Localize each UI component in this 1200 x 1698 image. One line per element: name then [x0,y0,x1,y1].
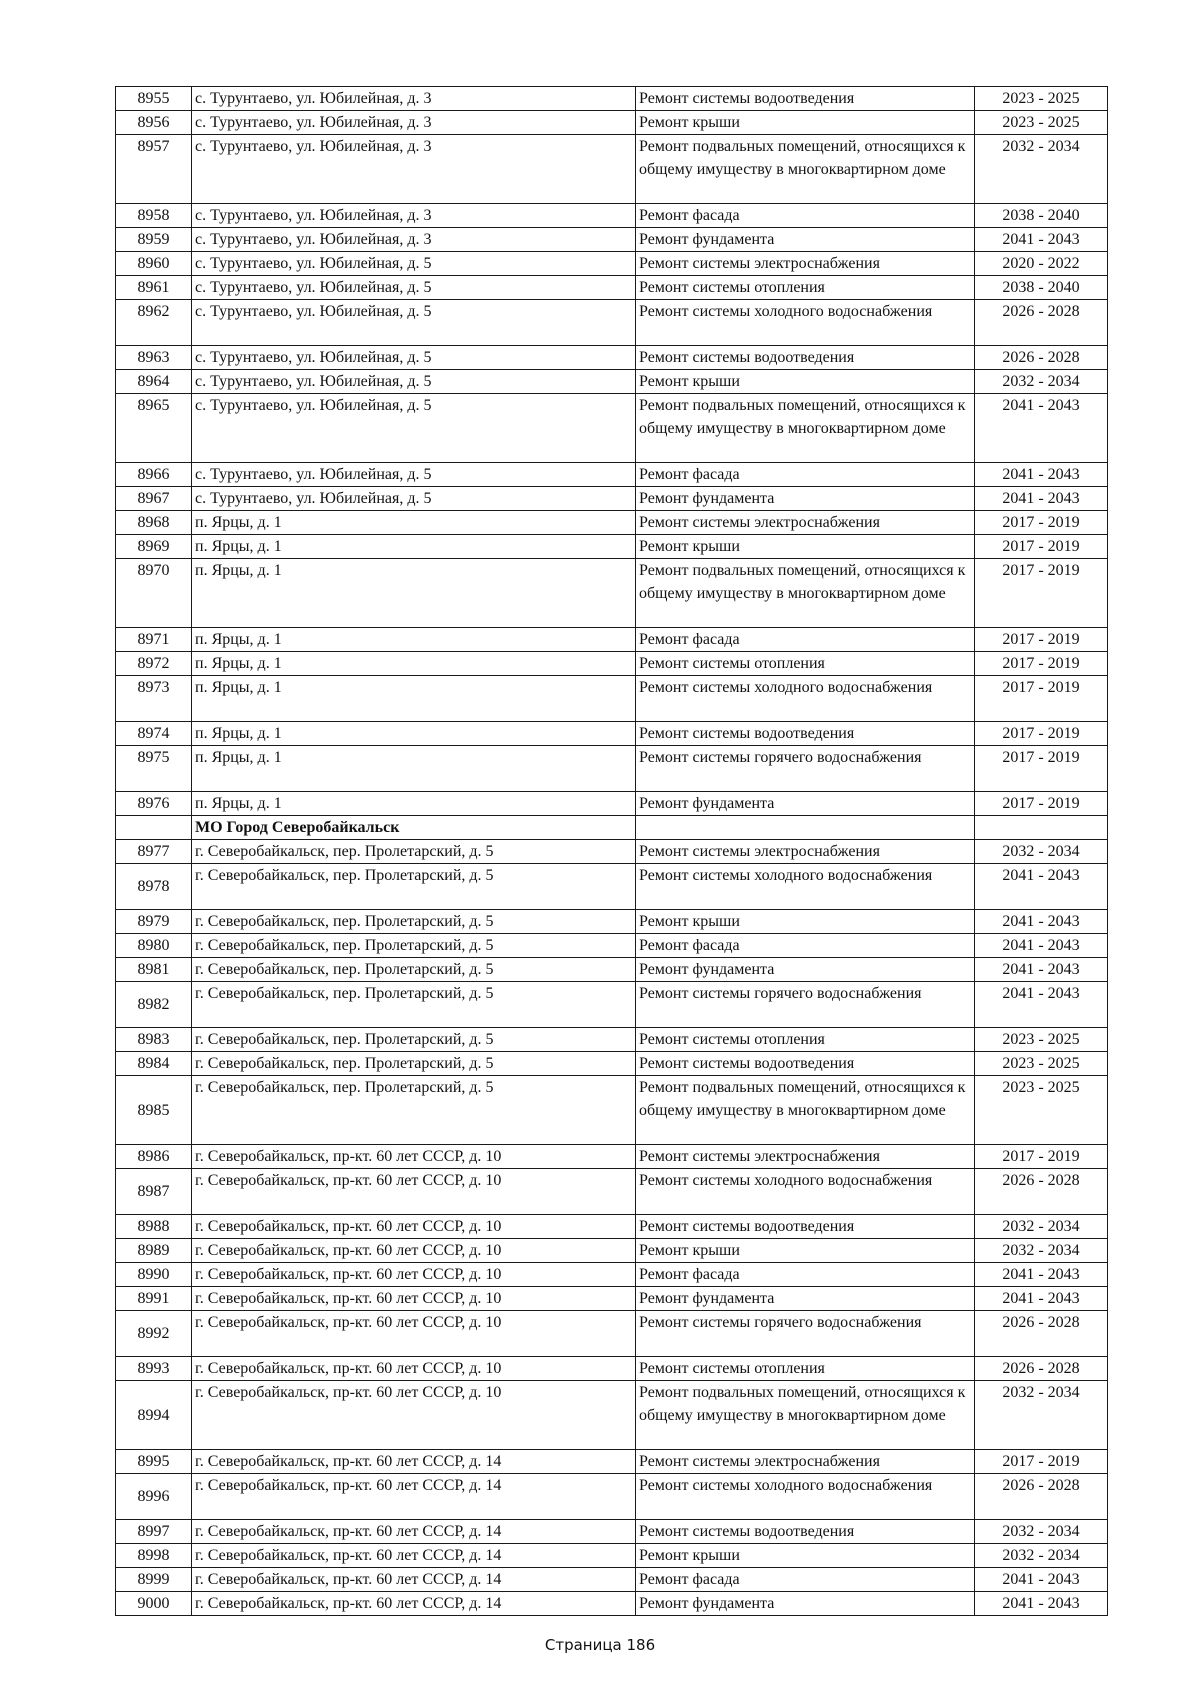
table-row [116,87,1108,111]
address-cell: г. Северобайкальск, пер. Пролетарский, д. 5 [192,1052,636,1076]
period-cell: 2041 - 2043 [975,394,1108,463]
address-cell: г. Северобайкальск, пр-кт. 60 лет СССР, д. 10 [192,1169,636,1215]
period-cell: 2041 - 2043 [975,958,1108,982]
repair-work-cell: Ремонт системы горячего водоснабжения [636,1311,975,1357]
row-number-cell: 9000 [116,1592,192,1616]
table-row [116,204,1108,228]
table-body [116,87,1108,1616]
address-cell: с. Турунтаево, ул. Юбилейная, д. 5 [192,463,636,487]
repair-work-cell: Ремонт системы холодного водоснабжения [636,1169,975,1215]
period-cell: 2023 - 2025 [975,1052,1108,1076]
table-row [116,370,1108,394]
period-cell: 2041 - 2043 [975,1287,1108,1311]
row-number-cell: 8963 [116,346,192,370]
row-number-cell: 8969 [116,535,192,559]
period-cell: 2026 - 2028 [975,1169,1108,1215]
row-number-cell: 8961 [116,276,192,300]
period-cell: 2032 - 2034 [975,1544,1108,1568]
repair-work-cell: Ремонт фундамента [636,228,975,252]
period-cell: 2038 - 2040 [975,204,1108,228]
period-cell: 2023 - 2025 [975,111,1108,135]
row-number-cell: 8996 [116,1474,192,1520]
period-cell: 2017 - 2019 [975,746,1108,792]
address-cell: с. Турунтаево, ул. Юбилейная, д. 3 [192,111,636,135]
table-row [116,934,1108,958]
row-number-cell: 8972 [116,652,192,676]
repair-work-cell: Ремонт фасада [636,204,975,228]
table-row [116,1592,1108,1616]
repair-work-cell: Ремонт фундамента [636,1287,975,1311]
row-number-cell: 8995 [116,1450,192,1474]
period-cell: 2017 - 2019 [975,792,1108,816]
repair-work-cell: Ремонт системы холодного водоснабжения [636,864,975,910]
table-row [116,1520,1108,1544]
table-row [116,487,1108,511]
address-cell: с. Турунтаево, ул. Юбилейная, д. 3 [192,228,636,252]
address-cell: г. Северобайкальск, пер. Пролетарский, д. 5 [192,840,636,864]
period-cell: 2017 - 2019 [975,722,1108,746]
repair-work-cell: Ремонт подвальных помещений, относящихся к общему имуществу в многоквартирном доме [636,1076,975,1145]
table-row [116,1215,1108,1239]
address-cell: г. Северобайкальск, пр-кт. 60 лет СССР, д. 10 [192,1311,636,1357]
row-number-cell: 8967 [116,487,192,511]
repair-work-cell: Ремонт системы отопления [636,276,975,300]
repair-work-cell: Ремонт фасада [636,628,975,652]
period-cell: 2041 - 2043 [975,982,1108,1028]
period-cell: 2026 - 2028 [975,1474,1108,1520]
period-cell: 2041 - 2043 [975,1263,1108,1287]
table-row [116,1544,1108,1568]
repair-work-cell: Ремонт системы водоотведения [636,1052,975,1076]
period-cell: 2032 - 2034 [975,135,1108,204]
row-number-cell: 8957 [116,135,192,204]
period-cell: 2032 - 2034 [975,1381,1108,1450]
repair-work-cell: Ремонт системы электроснабжения [636,1450,975,1474]
table-row [116,1076,1108,1145]
repair-work-cell: Ремонт крыши [636,370,975,394]
table-row [116,652,1108,676]
row-number-cell: 8980 [116,934,192,958]
row-number-cell: 8982 [116,982,192,1028]
address-cell: г. Северобайкальск, пр-кт. 60 лет СССР, д. 10 [192,1357,636,1381]
row-number-cell: 8987 [116,1169,192,1215]
table-row [116,276,1108,300]
row-number-cell: 8990 [116,1263,192,1287]
repair-work-cell: Ремонт системы водоотведения [636,1520,975,1544]
repair-work-cell: Ремонт фундамента [636,958,975,982]
period-cell: 2017 - 2019 [975,535,1108,559]
address-cell: п. Ярцы, д. 1 [192,676,636,722]
address-cell: г. Северобайкальск, пр-кт. 60 лет СССР, д. 10 [192,1381,636,1450]
repair-work-cell: Ремонт фундамента [636,1592,975,1616]
period-cell: 2032 - 2034 [975,370,1108,394]
repair-work-cell: Ремонт системы отопления [636,1357,975,1381]
period-cell: 2020 - 2022 [975,252,1108,276]
row-number-cell: 8997 [116,1520,192,1544]
repair-work-cell: Ремонт подвальных помещений, относящихся к общему имуществу в многоквартирном доме [636,1381,975,1450]
repair-work-cell: Ремонт подвальных помещений, относящихся к общему имуществу в многоквартирном доме [636,135,975,204]
repair-work-cell: Ремонт фасада [636,934,975,958]
row-number-cell: 8966 [116,463,192,487]
row-number-cell: 8977 [116,840,192,864]
address-cell: п. Ярцы, д. 1 [192,746,636,792]
address-cell: с. Турунтаево, ул. Юбилейная, д. 5 [192,276,636,300]
period-cell: 2026 - 2028 [975,1357,1108,1381]
table-row [116,252,1108,276]
address-cell: г. Северобайкальск, пр-кт. 60 лет СССР, д. 14 [192,1592,636,1616]
address-cell: п. Ярцы, д. 1 [192,559,636,628]
repair-work-cell: Ремонт фасада [636,1263,975,1287]
row-number-cell: 8973 [116,676,192,722]
table-row [116,628,1108,652]
period-cell: 2032 - 2034 [975,1520,1108,1544]
table-row [116,463,1108,487]
repair-work-cell: Ремонт подвальных помещений, относящихся к общему имуществу в многоквартирном доме [636,559,975,628]
table-row [116,1311,1108,1357]
period-cell: 2041 - 2043 [975,463,1108,487]
repair-work-cell: Ремонт системы электроснабжения [636,840,975,864]
repair-work-cell: Ремонт системы отопления [636,1028,975,1052]
table-row [116,559,1108,628]
row-number-cell: 8978 [116,864,192,910]
row-number-cell: 8955 [116,87,192,111]
row-number-cell: 8989 [116,1239,192,1263]
address-cell: с. Турунтаево, ул. Юбилейная, д. 3 [192,204,636,228]
table-row [116,1028,1108,1052]
address-cell: п. Ярцы, д. 1 [192,652,636,676]
period-cell: 2041 - 2043 [975,864,1108,910]
address-cell: г. Северобайкальск, пер. Пролетарский, д. 5 [192,1028,636,1052]
address-cell: г. Северобайкальск, пр-кт. 60 лет СССР, д. 10 [192,1215,636,1239]
address-cell: г. Северобайкальск, пр-кт. 60 лет СССР, д. 14 [192,1568,636,1592]
table-row [116,1052,1108,1076]
repair-work-cell: Ремонт системы электроснабжения [636,1145,975,1169]
table-row [116,746,1108,792]
table-row [116,982,1108,1028]
row-number-cell: 8994 [116,1381,192,1450]
repair-work-cell: Ремонт крыши [636,1239,975,1263]
table-row [116,864,1108,910]
row-number-cell: 8981 [116,958,192,982]
row-number-cell: 8992 [116,1311,192,1357]
row-number-cell: 8974 [116,722,192,746]
address-cell: г. Северобайкальск, пер. Пролетарский, д. 5 [192,982,636,1028]
table-row [116,535,1108,559]
address-cell: г. Северобайкальск, пр-кт. 60 лет СССР, д. 14 [192,1544,636,1568]
period-cell: 2017 - 2019 [975,676,1108,722]
repair-work-cell: Ремонт системы холодного водоснабжения [636,1474,975,1520]
table-row [116,722,1108,746]
table-row [116,958,1108,982]
repair-work-cell: Ремонт системы водоотведения [636,346,975,370]
row-number-cell: 8976 [116,792,192,816]
row-number-cell: 8962 [116,300,192,346]
table-row [116,300,1108,346]
repair-work-cell: Ремонт системы водоотведения [636,87,975,111]
period-cell: 2017 - 2019 [975,559,1108,628]
address-cell: г. Северобайкальск, пр-кт. 60 лет СССР, д. 10 [192,1145,636,1169]
row-number-cell: 8959 [116,228,192,252]
address-cell: г. Северобайкальск, пер. Пролетарский, д. 5 [192,864,636,910]
period-cell: 2041 - 2043 [975,1592,1108,1616]
address-cell: с. Турунтаево, ул. Юбилейная, д. 5 [192,394,636,463]
table-row [116,511,1108,535]
period-cell: 2023 - 2025 [975,1028,1108,1052]
row-number-cell: 8979 [116,910,192,934]
period-cell: 2026 - 2028 [975,346,1108,370]
address-cell: п. Ярцы, д. 1 [192,792,636,816]
period-cell [975,816,1108,840]
address-cell: г. Северобайкальск, пр-кт. 60 лет СССР, д. 14 [192,1474,636,1520]
period-cell: 2017 - 2019 [975,511,1108,535]
table-row [116,1357,1108,1381]
table-row [116,346,1108,370]
table-row [116,1568,1108,1592]
repair-work-cell: Ремонт фасада [636,1568,975,1592]
table-row [116,1450,1108,1474]
period-cell: 2026 - 2028 [975,300,1108,346]
table-row [116,1474,1108,1520]
repair-work-cell: Ремонт системы водоотведения [636,722,975,746]
row-number-cell: 8960 [116,252,192,276]
repair-work-cell: Ремонт фундамента [636,487,975,511]
repair-work-cell [636,816,975,840]
address-cell: г. Северобайкальск, пр-кт. 60 лет СССР, д. 10 [192,1263,636,1287]
repair-work-cell: Ремонт крыши [636,1544,975,1568]
period-cell: 2026 - 2028 [975,1311,1108,1357]
period-cell: 2032 - 2034 [975,1239,1108,1263]
period-cell: 2032 - 2034 [975,1215,1108,1239]
table-row [116,135,1108,204]
repair-work-cell: Ремонт фасада [636,463,975,487]
table-row [116,1381,1108,1450]
period-cell: 2017 - 2019 [975,1145,1108,1169]
address-cell: с. Турунтаево, ул. Юбилейная, д. 5 [192,300,636,346]
row-number-cell: 8968 [116,511,192,535]
address-cell: с. Турунтаево, ул. Юбилейная, д. 5 [192,487,636,511]
table-row [116,840,1108,864]
address-cell: МО Город Северобайкальск [192,816,636,840]
table-row [116,676,1108,722]
repair-work-cell: Ремонт системы водоотведения [636,1215,975,1239]
address-cell: с. Турунтаево, ул. Юбилейная, д. 5 [192,252,636,276]
repair-work-cell: Ремонт системы холодного водоснабжения [636,300,975,346]
period-cell: 2032 - 2034 [975,840,1108,864]
row-number-cell: 8986 [116,1145,192,1169]
table-row [116,1239,1108,1263]
period-cell: 2041 - 2043 [975,228,1108,252]
period-cell: 2041 - 2043 [975,487,1108,511]
address-cell: п. Ярцы, д. 1 [192,628,636,652]
period-cell: 2017 - 2019 [975,1450,1108,1474]
address-cell: г. Северобайкальск, пер. Пролетарский, д. 5 [192,934,636,958]
section-header-row [116,816,1108,840]
period-cell: 2017 - 2019 [975,628,1108,652]
period-cell: 2038 - 2040 [975,276,1108,300]
row-number-cell: 8956 [116,111,192,135]
repair-work-cell: Ремонт фундамента [636,792,975,816]
address-cell: п. Ярцы, д. 1 [192,722,636,746]
address-cell: г. Северобайкальск, пр-кт. 60 лет СССР, д. 10 [192,1239,636,1263]
period-cell: 2023 - 2025 [975,1076,1108,1145]
address-cell: г. Северобайкальск, пер. Пролетарский, д. 5 [192,958,636,982]
table-row [116,394,1108,463]
row-number-cell [116,816,192,840]
row-number-cell: 8998 [116,1544,192,1568]
period-cell: 2041 - 2043 [975,1568,1108,1592]
row-number-cell: 8999 [116,1568,192,1592]
repair-work-cell: Ремонт системы отопления [636,652,975,676]
repair-work-cell: Ремонт системы горячего водоснабжения [636,746,975,792]
table-row [116,792,1108,816]
address-cell: г. Северобайкальск, пр-кт. 60 лет СССР, д. 14 [192,1520,636,1544]
row-number-cell: 8975 [116,746,192,792]
address-cell: с. Турунтаево, ул. Юбилейная, д. 3 [192,135,636,204]
repair-work-cell: Ремонт системы электроснабжения [636,511,975,535]
address-cell: г. Северобайкальск, пр-кт. 60 лет СССР, д. 10 [192,1287,636,1311]
address-cell: п. Ярцы, д. 1 [192,511,636,535]
address-cell: п. Ярцы, д. 1 [192,535,636,559]
row-number-cell: 8965 [116,394,192,463]
repair-work-cell: Ремонт крыши [636,535,975,559]
table-row [116,228,1108,252]
table-row [116,910,1108,934]
table-row [116,1145,1108,1169]
page-number: Страница 186 [544,1636,656,1654]
repair-work-cell: Ремонт подвальных помещений, относящихся к общему имуществу в многоквартирном доме [636,394,975,463]
row-number-cell: 8985 [116,1076,192,1145]
period-cell: 2041 - 2043 [975,934,1108,958]
repair-schedule-table [115,86,1108,1616]
table-row [116,1287,1108,1311]
row-number-cell: 8958 [116,204,192,228]
address-cell: с. Турунтаево, ул. Юбилейная, д. 3 [192,87,636,111]
table-row [116,1263,1108,1287]
repair-work-cell: Ремонт крыши [636,910,975,934]
row-number-cell: 8991 [116,1287,192,1311]
period-cell: 2017 - 2019 [975,652,1108,676]
row-number-cell: 8983 [116,1028,192,1052]
period-cell: 2041 - 2043 [975,910,1108,934]
table-row [116,1169,1108,1215]
row-number-cell: 8993 [116,1357,192,1381]
table-row [116,111,1108,135]
row-number-cell: 8984 [116,1052,192,1076]
address-cell: с. Турунтаево, ул. Юбилейная, д. 5 [192,370,636,394]
row-number-cell: 8964 [116,370,192,394]
address-cell: с. Турунтаево, ул. Юбилейная, д. 5 [192,346,636,370]
period-cell: 2023 - 2025 [975,87,1108,111]
row-number-cell: 8970 [116,559,192,628]
address-cell: г. Северобайкальск, пер. Пролетарский, д. 5 [192,1076,636,1145]
repair-work-cell: Ремонт системы горячего водоснабжения [636,982,975,1028]
row-number-cell: 8988 [116,1215,192,1239]
repair-work-cell: Ремонт системы холодного водоснабжения [636,676,975,722]
row-number-cell: 8971 [116,628,192,652]
repair-work-cell: Ремонт системы электроснабжения [636,252,975,276]
repair-work-cell: Ремонт крыши [636,111,975,135]
address-cell: г. Северобайкальск, пер. Пролетарский, д. 5 [192,910,636,934]
address-cell: г. Северобайкальск, пр-кт. 60 лет СССР, д. 14 [192,1450,636,1474]
